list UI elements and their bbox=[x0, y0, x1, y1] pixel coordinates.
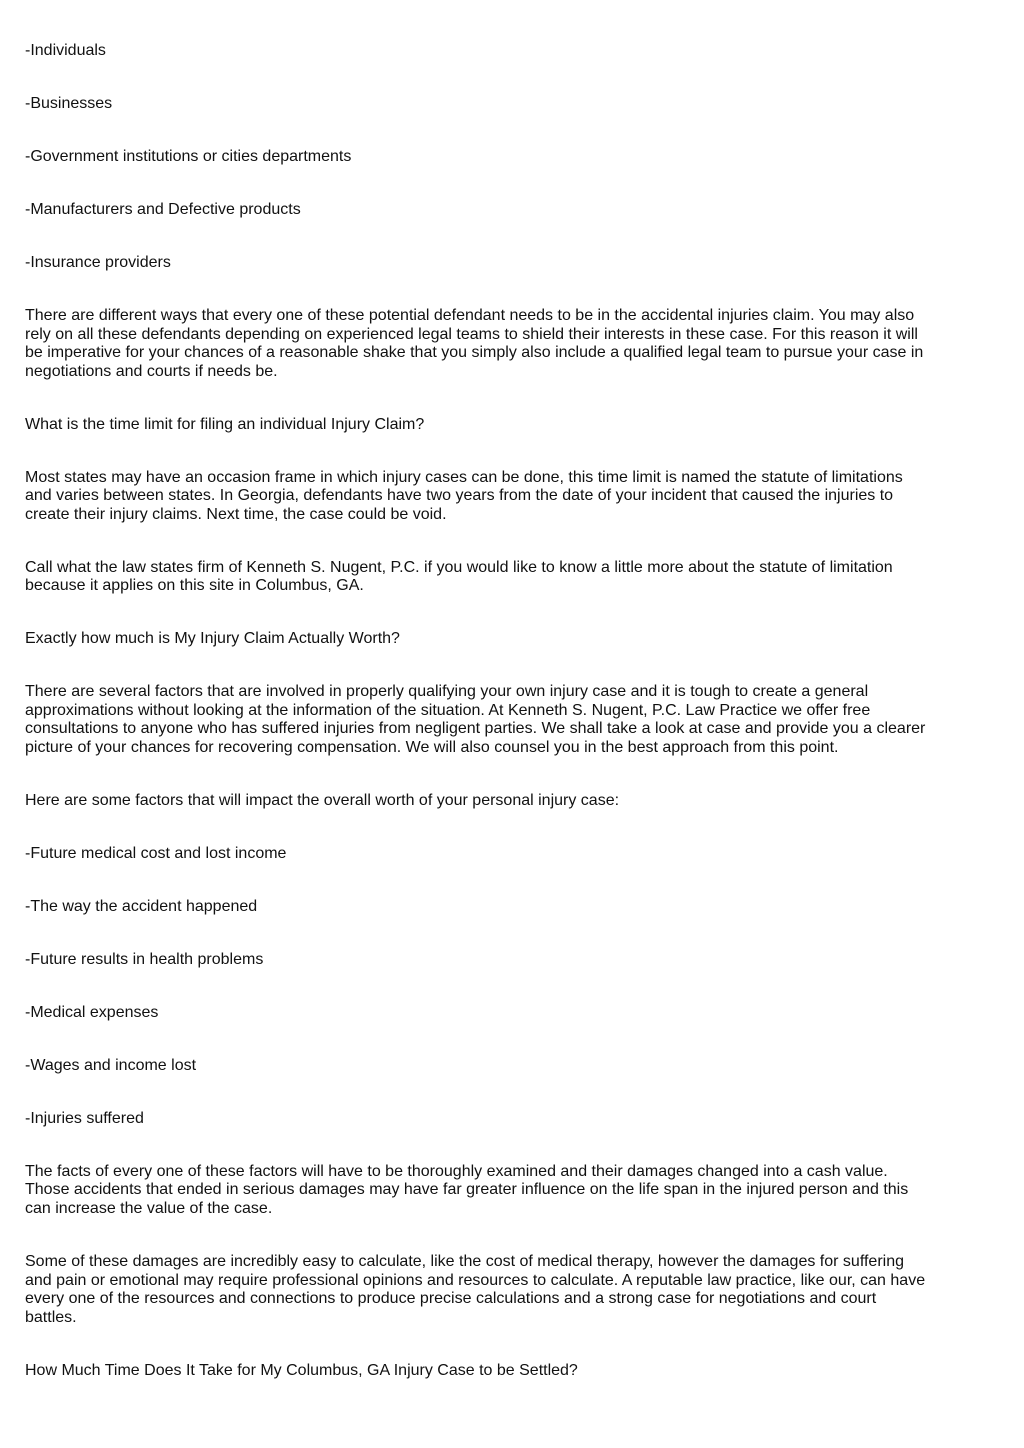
text-line: negotiations and courts if needs be. bbox=[25, 362, 278, 380]
text-line: Those accidents that ended in serious damages may have far greater influence on the life span in the injured person and this bbox=[25, 1181, 909, 1199]
text-line: Most states may have an occasion frame in which injury cases can be done, this time limit is named the statute of limitations bbox=[25, 468, 903, 486]
text-line: create their injury claims. Next time, the case could be void. bbox=[25, 505, 447, 523]
text-line: -Government institutions or cities departments bbox=[25, 148, 352, 165]
text-line: -Injuries suffered bbox=[25, 1109, 144, 1127]
text-line: picture of your chances for recovering compensation. We will also counsel you in the best approach from this point. bbox=[25, 738, 839, 756]
text-line: What is the time limit for filing an individual Injury Claim? bbox=[25, 415, 425, 433]
text-line: Exactly how much is My Injury Claim Actually Worth? bbox=[25, 630, 400, 647]
text-line: -Individuals bbox=[25, 42, 106, 59]
text-line: -Wages and income lost bbox=[25, 1056, 197, 1074]
text-line: because it applies on this site in Columbus, GA. bbox=[25, 577, 364, 595]
text-line: -Medical expenses bbox=[25, 1003, 159, 1021]
text-line: -Future results in health problems bbox=[25, 950, 264, 968]
text-line: There are several factors that are involved in properly qualifying your own injury case and it is tough to create a general bbox=[25, 683, 869, 700]
text-line: The facts of every one of these factors will have to be thoroughly examined and their damages changed into a cash value. bbox=[25, 1162, 888, 1180]
text-line: and pain or emotional may require professional opinions and resources to calculate. A reputable law practice, like our, can have bbox=[25, 1271, 926, 1289]
text-line: -Manufacturers and Defective products bbox=[25, 201, 301, 218]
text-line: can increase the value of the case. bbox=[25, 1199, 273, 1217]
text-line: consultations to anyone who has suffered injuries from negligent parties. We shall take a look at case and provide you a clearer bbox=[25, 720, 926, 738]
text-line: battles. bbox=[25, 1308, 77, 1326]
text-line: be imperative for your chances of a reasonable shake that you simply also include a qualified legal team to pursue your case in bbox=[25, 344, 924, 362]
text-line: -Businesses bbox=[25, 95, 113, 112]
text-line: approximations without looking at the information of the situation. At Kenneth S. Nugent, P.C. Law Practice we offer free bbox=[25, 701, 871, 719]
text-line: -Future medical cost and lost income bbox=[25, 844, 287, 862]
text-line: every one of the resources and connections to produce precise calculations and a strong case for negotiations and court bbox=[25, 1290, 877, 1308]
text-line: rely on all these defendants depending on experienced legal teams to shield their interests in these case. For this reason it will bbox=[25, 325, 918, 343]
text-line: -Insurance providers bbox=[25, 254, 171, 271]
text-line: and varies between states. In Georgia, defendants have two years from the date of your incident that caused the injuries to bbox=[25, 487, 894, 505]
text-line: There are different ways that every one of these potential defendant needs to be in the accidental injuries claim. You may also bbox=[25, 307, 915, 324]
text-line: How Much Time Does It Take for My Columbus, GA Injury Case to be Settled? bbox=[25, 1361, 578, 1379]
text-line: Some of these damages are incredibly easy to calculate, like the cost of medical therapy, however the damages for suffering bbox=[25, 1253, 904, 1270]
text-line: Call what the law states firm of Kenneth S. Nugent, P.C. if you would like to know a little more about the statute of limitation bbox=[25, 558, 893, 576]
text-line: Here are some factors that will impact the overall worth of your personal injury case: bbox=[25, 791, 620, 809]
text-line: -The way the accident happened bbox=[25, 897, 258, 915]
